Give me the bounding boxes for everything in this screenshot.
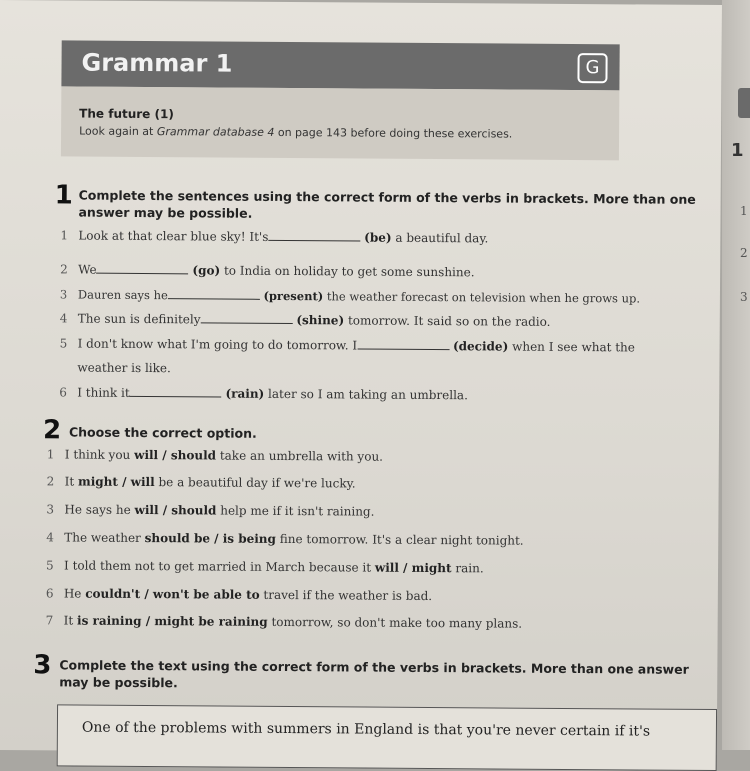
exercise-2-number: 2	[42, 415, 62, 446]
ex2-item-6: 6 He couldn't / won't be able to travel if the weather is bad.	[45, 586, 433, 604]
next-page-number: 1	[731, 140, 744, 161]
info-text: Look again at Grammar database 4 on page 143 before doing these exercises.	[79, 124, 513, 141]
text-box-line: One of the problems with summers in England is that you're never certain if it's	[81, 719, 651, 740]
exercise-1-number: 1	[54, 180, 73, 211]
ex1-item-2: 2 We (go) to India on holiday to get some sunshine.	[60, 262, 475, 280]
ex1-item-4: 4 The sun is definitely (shine) tomorrow. It said so on the radio.	[59, 311, 551, 329]
next-page-item-number: 2	[740, 246, 748, 260]
option-choice[interactable]: will / should	[134, 447, 217, 463]
option-choice[interactable]: will / might	[374, 560, 452, 576]
section-title: Grammar 1	[81, 48, 233, 78]
section-banner	[61, 40, 619, 90]
answer-blank[interactable]	[201, 312, 293, 324]
ex2-item-1: 1 I think you will / should take an umbrella with you.	[46, 447, 384, 464]
ex1-item-6: 6 I think it (rain) later so I am taking an umbrella.	[59, 385, 468, 403]
ex1-item-5-cont: weather is like.	[77, 360, 171, 376]
option-choice[interactable]: might / will	[77, 474, 155, 490]
ex2-item-5: 5 I told them not to get married in March because it will / might rain.	[46, 558, 484, 576]
ex1-item-3: 3 Dauren says he (present) the weather forecast on television when he grows up.	[59, 287, 641, 306]
ex1-item-1: 1 Look at that clear blue sky! It's (be) a beautiful day.	[60, 228, 489, 246]
ex2-item-2: 2 It might / will be a beautiful day if we're lucky.	[46, 474, 356, 491]
exercise-2-instruction: Choose the correct option.	[68, 424, 257, 441]
next-page-item-number: 3	[740, 290, 748, 304]
info-title: The future (1)	[79, 106, 174, 122]
page-tab-marker	[738, 88, 750, 118]
answer-blank[interactable]	[268, 230, 360, 242]
option-choice[interactable]: should be / is being	[144, 531, 276, 546]
option-choice[interactable]: couldn't / won't be able to	[85, 586, 260, 602]
exercise-3-text-box	[57, 704, 717, 771]
answer-blank[interactable]	[130, 386, 222, 398]
ex2-item-4: 4 The weather should be / is being fine tomorrow. It's a clear night tonight.	[46, 530, 524, 548]
option-choice[interactable]: will / should	[134, 502, 217, 518]
ex2-item-7: 7 It is raining / might be raining tomorrow, so don't make too many plans.	[45, 613, 523, 631]
next-page-item-number: 1	[740, 204, 748, 218]
ex1-item-5: 5 I don't know what I'm going to do tomorrow. I (decide) when I see what the	[59, 336, 635, 355]
exercise-3-instruction: Complete the text using the correct form of the verbs in brackets. More than one answer may be possible.	[59, 657, 689, 691]
answer-blank[interactable]	[168, 288, 260, 300]
answer-blank[interactable]	[97, 263, 189, 275]
grammar-badge-icon: G	[577, 53, 607, 83]
exercise-3-number: 3	[33, 650, 52, 681]
info-box	[61, 86, 619, 160]
answer-blank[interactable]	[357, 339, 449, 351]
ex2-item-3: 3 He says he will / should help me if it isn't raining.	[46, 502, 375, 519]
exercise-1-instruction: Complete the sentences using the correct form of the verbs in brackets. More than one answer may be possible.	[78, 187, 696, 221]
option-choice[interactable]: is raining / might be raining	[77, 613, 268, 629]
